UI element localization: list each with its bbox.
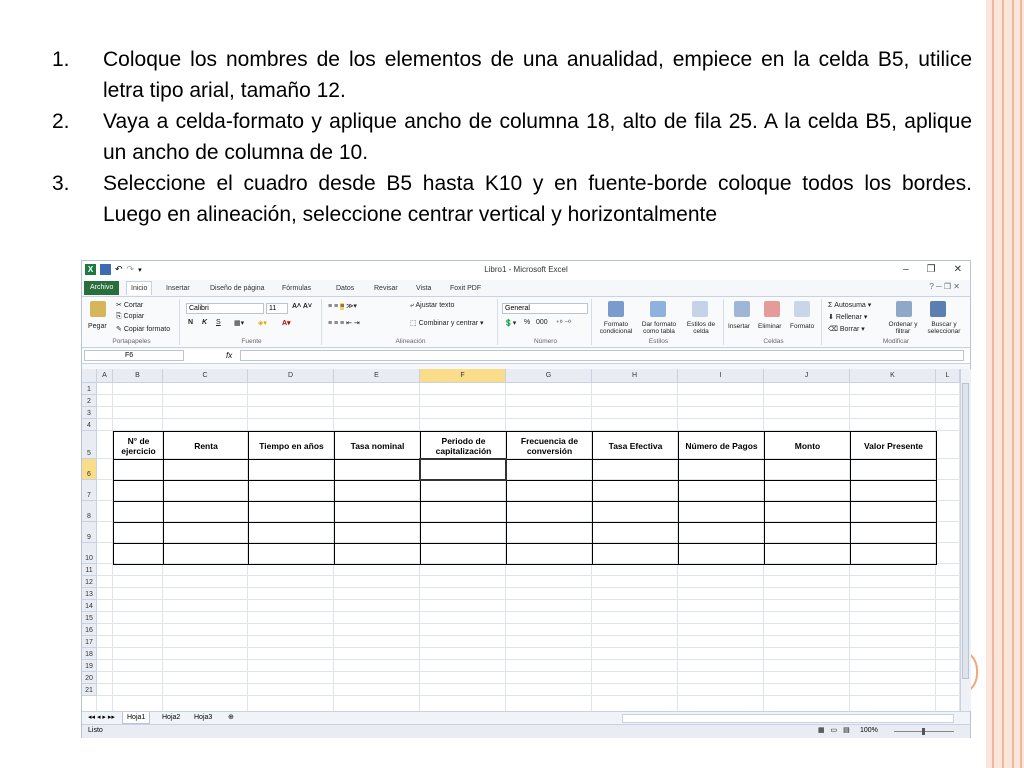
gridline — [97, 394, 960, 395]
row-number: 9 — [87, 534, 91, 541]
table-cell[interactable] — [507, 502, 593, 523]
format-button[interactable]: Formato — [790, 323, 815, 330]
tab-inicio[interactable]: Inicio — [126, 281, 152, 295]
paste-icon[interactable] — [90, 301, 106, 317]
table-cell[interactable] — [164, 544, 249, 565]
row-header[interactable] — [82, 383, 97, 395]
close-button[interactable]: ✕ — [953, 264, 962, 275]
table-cell[interactable] — [249, 502, 335, 523]
table-cell[interactable] — [593, 502, 679, 523]
tab-archivo[interactable]: Archivo — [84, 281, 119, 295]
help-icon[interactable]: ? ─ ❐ ✕ — [929, 282, 960, 291]
group-portapapeles — [84, 299, 180, 345]
column-header[interactable]: B — [113, 369, 163, 383]
column-header[interactable]: F — [420, 369, 506, 383]
table-header-cell[interactable]: Tasa nominal — [335, 432, 421, 460]
currency-icon[interactable]: 💲▾ — [504, 320, 517, 327]
row-number: 11 — [85, 567, 93, 574]
decimal-icon[interactable]: ⁺⁰ ⁻⁰ — [556, 320, 571, 327]
table-cell[interactable] — [851, 544, 937, 565]
column-header[interactable]: G — [506, 369, 592, 383]
minimize-button[interactable]: – — [903, 264, 909, 275]
column-header[interactable]: H — [592, 369, 678, 383]
row-number: 12 — [85, 579, 93, 586]
table-cell[interactable] — [765, 502, 851, 523]
gridline — [97, 406, 960, 407]
row-number: 18 — [85, 651, 93, 658]
align-left-icon[interactable]: ≡ ≡ ≡ ⇤ ⇥ — [328, 320, 360, 327]
table-cell[interactable] — [249, 481, 335, 502]
group-modificar — [824, 299, 968, 345]
table-cell[interactable] — [679, 502, 765, 523]
table-cell[interactable] — [507, 460, 593, 481]
row-number: 3 — [87, 410, 91, 417]
delete-button[interactable]: Eliminar — [758, 323, 782, 330]
gridline — [97, 647, 960, 648]
redo-icon[interactable]: ↷ — [126, 264, 135, 274]
sheet-tab-hoja3[interactable]: Hoja3 — [194, 714, 213, 721]
row-header[interactable] — [82, 501, 97, 522]
table-cell[interactable] — [249, 523, 335, 544]
table-cell[interactable] — [851, 523, 937, 544]
format-cells-icon[interactable] — [794, 301, 810, 317]
row-number: 16 — [85, 627, 93, 634]
active-cell[interactable] — [419, 458, 507, 481]
instruction-2: 2. Vaya a celda-formato y aplique ancho de columna 18, alto de fila 25. A la celda B5, aplique un ancho de columna de 10. — [52, 110, 972, 164]
row-header[interactable] — [82, 648, 97, 660]
formula-input[interactable] — [240, 350, 964, 361]
status-bar — [82, 724, 970, 738]
horizontal-scrollbar[interactable] — [622, 714, 954, 723]
zoom-slider-handle[interactable] — [922, 728, 925, 735]
row-number: 1 — [87, 386, 91, 393]
row-number: 2 — [87, 398, 91, 405]
table-cell[interactable] — [164, 523, 249, 544]
group-estilos — [594, 299, 724, 345]
table-cell[interactable] — [335, 544, 421, 565]
row-number: 19 — [85, 663, 93, 670]
instruction-1: 1. Coloque los nombres de los elementos de una anualidad, empiece en la celda B5, utilice letra tipo arial, tamaño 12. — [52, 48, 972, 102]
window-controls — [903, 264, 962, 275]
tab-insertar[interactable]: Insertar — [166, 285, 190, 292]
gridline — [97, 695, 960, 696]
table-cell[interactable] — [335, 523, 421, 544]
table-cell[interactable] — [679, 460, 765, 481]
table-cell[interactable] — [114, 523, 164, 544]
table-header-cell[interactable]: Valor Presente — [851, 432, 937, 460]
zoom-level[interactable]: 100% — [860, 727, 878, 734]
customize-toolbar-icon[interactable]: ▾ — [138, 266, 142, 274]
table-header-cell[interactable]: Periodo de capitalización — [421, 432, 507, 460]
gridline — [97, 418, 960, 419]
group-label-modificar: Modificar — [882, 338, 910, 345]
vertical-scrollbar[interactable] — [960, 369, 971, 711]
row-number: 20 — [85, 675, 93, 682]
table-header-cell[interactable]: Tasa Efectiva — [593, 432, 679, 460]
table-cell[interactable] — [851, 460, 937, 481]
table-cell[interactable] — [851, 502, 937, 523]
tab-diseno-pagina[interactable]: Diseño de página — [210, 285, 265, 292]
format-painter-button[interactable]: ✎ Copiar formato — [116, 326, 171, 333]
table-cell[interactable] — [507, 523, 593, 544]
merge-center-button[interactable]: ⬚ Combinar y centrar ▾ — [410, 320, 484, 327]
table-header-cell[interactable]: Renta — [164, 432, 249, 460]
group-numero — [500, 299, 592, 345]
row-header[interactable] — [82, 419, 97, 431]
row-header[interactable] — [82, 576, 97, 588]
gridline — [97, 575, 960, 576]
row-header[interactable] — [82, 395, 97, 407]
group-celdas — [726, 299, 822, 345]
conditional-format-icon[interactable] — [608, 301, 624, 317]
table-cell[interactable] — [593, 544, 679, 565]
column-header[interactable]: J — [764, 369, 850, 383]
table-cell[interactable] — [507, 481, 593, 502]
table-cell[interactable] — [114, 481, 164, 502]
row-header[interactable] — [82, 407, 97, 419]
gridline — [97, 635, 960, 636]
row-number: 6 — [87, 471, 91, 478]
worksheet-grid[interactable] — [82, 369, 960, 711]
instruction-3: 3. Seleccione el cuadro desde B5 hasta K10 y en fuente-borde coloque todos los bordes. Luego en alineación, seleccione centrar vertical y horizontalmente — [52, 172, 972, 226]
gridline — [97, 671, 960, 672]
row-number: 8 — [87, 513, 91, 520]
row-number: 17 — [85, 639, 93, 646]
formula-bar — [82, 349, 970, 364]
table-header-cell[interactable]: N° de ejercicio — [114, 432, 164, 460]
gridline — [97, 623, 960, 624]
table-cell[interactable] — [593, 523, 679, 544]
tab-formulas[interactable]: Fórmulas — [282, 285, 312, 292]
gridline — [97, 683, 960, 684]
sheet-tab-hoja2[interactable]: Hoja2 — [162, 714, 181, 721]
borders-icon[interactable]: ▦▾ — [234, 320, 245, 327]
excel-logo-icon: X — [85, 264, 96, 275]
tab-vista[interactable]: Vista — [416, 285, 432, 292]
italic-button[interactable]: K — [202, 319, 208, 326]
group-label-alineacion: Alineación — [395, 338, 426, 345]
row-header[interactable] — [82, 564, 97, 576]
new-sheet-icon[interactable]: ⊕ — [228, 714, 234, 721]
column-header[interactable]: C — [163, 369, 248, 383]
table-header-cell[interactable]: Monto — [765, 432, 851, 460]
table-cell[interactable] — [679, 523, 765, 544]
slide-border-stripes — [986, 0, 1024, 768]
row-number: 15 — [85, 615, 93, 622]
row-header[interactable] — [82, 624, 97, 636]
table-cell[interactable] — [114, 460, 164, 481]
font-name-box[interactable]: Calibri — [186, 303, 264, 314]
column-header[interactable]: E — [334, 369, 420, 383]
font-color-icon[interactable]: A▾ — [282, 320, 291, 327]
annuity-table — [113, 431, 937, 565]
table-cell[interactable] — [164, 502, 249, 523]
cut-button[interactable]: ✂ Cortar — [116, 302, 144, 309]
table-header-cell[interactable]: Frecuencia de conversión — [507, 432, 593, 460]
row-header[interactable] — [82, 543, 97, 564]
row-number: 13 — [85, 591, 93, 598]
tab-revisar[interactable]: Revisar — [374, 285, 398, 292]
autosum-button[interactable]: Σ Autosuma ▾ — [828, 302, 872, 309]
title-bar — [82, 261, 970, 281]
table-cell[interactable] — [679, 544, 765, 565]
group-label-fuente: Fuente — [241, 338, 262, 345]
tab-foxit-pdf[interactable]: Foxit PDF — [450, 285, 482, 292]
table-cell[interactable] — [765, 544, 851, 565]
cell-styles-icon[interactable] — [692, 301, 708, 317]
row-number: 4 — [87, 422, 91, 429]
row-header[interactable] — [82, 522, 97, 543]
fill-color-icon[interactable]: ◈▾ — [258, 320, 267, 327]
insert-button[interactable]: Insertar — [728, 323, 751, 330]
ribbon — [82, 297, 970, 348]
row-header[interactable] — [82, 600, 97, 612]
align-top-icon[interactable]: ≡ ≡ ≡ ≫▾ — [328, 303, 357, 310]
table-cell[interactable] — [249, 544, 335, 565]
bold-button[interactable]: N — [188, 319, 194, 326]
fill-button[interactable]: ⬇ Rellenar ▾ — [828, 314, 868, 321]
group-fuente — [182, 299, 322, 345]
column-header[interactable]: K — [850, 369, 936, 383]
table-cell[interactable] — [114, 544, 164, 565]
table-header-cell[interactable]: Tiempo en años — [249, 432, 335, 460]
format-table-icon[interactable] — [650, 301, 666, 317]
wrap-text-button[interactable]: ⤶ Ajustar texto — [410, 302, 455, 309]
select-all-button[interactable] — [82, 369, 97, 383]
row-header[interactable] — [82, 612, 97, 624]
delete-cells-icon[interactable] — [764, 301, 780, 317]
sort-filter-icon[interactable] — [896, 301, 912, 317]
table-cell[interactable] — [164, 460, 249, 481]
row-number: 5 — [87, 450, 91, 457]
table-cell[interactable] — [765, 460, 851, 481]
row-header[interactable] — [82, 588, 97, 600]
table-cell[interactable] — [421, 523, 507, 544]
table-cell[interactable] — [421, 481, 507, 502]
row-number: 14 — [85, 603, 93, 610]
column-header[interactable]: L — [936, 369, 960, 383]
excel-window — [81, 260, 971, 738]
sheet-tabs-bar — [82, 711, 970, 724]
ribbon-tabs — [82, 280, 970, 297]
table-cell[interactable] — [851, 481, 937, 502]
row-header[interactable] — [82, 636, 97, 648]
gridline — [97, 587, 960, 588]
group-label-numero: Número — [533, 338, 558, 345]
table-cell[interactable] — [335, 460, 421, 481]
column-header[interactable]: D — [248, 369, 334, 383]
table-cell[interactable] — [421, 502, 507, 523]
insert-cells-icon[interactable] — [734, 301, 750, 317]
row-number: 10 — [85, 555, 93, 562]
number-format-box[interactable]: General — [502, 303, 588, 314]
row-header[interactable] — [82, 684, 97, 696]
gridline — [97, 659, 960, 660]
table-cell[interactable] — [335, 502, 421, 523]
conditional-format-button[interactable]: Formato condicional — [599, 321, 633, 335]
row-number: 21 — [85, 687, 93, 694]
underline-button[interactable]: S — [216, 319, 221, 326]
sheet-nav-icon[interactable]: ◂◂ ◂ ▸ ▸▸ — [88, 714, 115, 721]
insert-function-icon[interactable]: fx — [226, 351, 233, 360]
view-buttons[interactable]: ▦ ▭ ▤ — [818, 727, 852, 734]
table-cell[interactable] — [679, 481, 765, 502]
vertical-scroll-thumb[interactable] — [962, 383, 969, 679]
name-box[interactable]: F6 — [84, 350, 184, 361]
undo-icon[interactable]: ↶ — [115, 264, 123, 274]
row-header[interactable] — [82, 431, 97, 459]
percent-button[interactable]: % — [524, 319, 531, 326]
sheet-tab-hoja1[interactable]: Hoja1 — [122, 712, 150, 724]
row-number: 7 — [87, 492, 91, 499]
row-header[interactable] — [82, 672, 97, 684]
group-label-celdas: Celdas — [763, 338, 784, 345]
grow-font-icon[interactable]: A˄ A˅ — [292, 303, 312, 310]
instructions-list — [52, 44, 972, 230]
clear-button[interactable]: ⌫ Borrar ▾ — [828, 326, 865, 333]
group-label-portapapeles: Portapapeles — [112, 338, 151, 345]
restore-button[interactable]: ❐ — [926, 264, 936, 275]
sort-filter-button[interactable]: Ordenar y filtrar — [888, 321, 918, 335]
window-title: Libro1 - Microsoft Excel — [484, 265, 568, 274]
table-cell[interactable] — [765, 523, 851, 544]
table-cell[interactable] — [249, 460, 335, 481]
row-header[interactable] — [82, 480, 97, 501]
font-size-box[interactable]: 11 — [266, 303, 288, 314]
copy-button[interactable]: ⎘ Copiar — [116, 313, 145, 320]
table-cell[interactable] — [114, 502, 164, 523]
table-cell[interactable] — [421, 544, 507, 565]
table-cell[interactable] — [593, 481, 679, 502]
tab-datos[interactable]: Datos — [336, 285, 355, 292]
find-select-icon[interactable] — [930, 301, 946, 317]
row-header[interactable] — [82, 459, 97, 480]
gridline — [97, 611, 960, 612]
table-cell[interactable] — [164, 481, 249, 502]
column-header[interactable]: A — [97, 369, 113, 383]
table-cell[interactable] — [335, 481, 421, 502]
gridline — [97, 599, 960, 600]
table-cell[interactable] — [593, 460, 679, 481]
find-select-button[interactable]: Buscar y seleccionar — [927, 321, 961, 335]
thousands-button[interactable]: 000 — [536, 319, 548, 326]
table-header-cell[interactable]: Número de Pagos — [679, 432, 765, 460]
status-text: Listo — [88, 727, 103, 734]
group-alineacion — [324, 299, 498, 345]
group-label-estilos: Estilos — [648, 338, 669, 345]
format-as-table-button[interactable]: Dar formato como tabla — [641, 321, 677, 335]
paste-button[interactable]: Pegar — [88, 323, 107, 330]
cell-styles-button[interactable]: Estilos de celda — [686, 321, 716, 335]
table-cell[interactable] — [765, 481, 851, 502]
row-header[interactable] — [82, 660, 97, 672]
column-header[interactable]: I — [678, 369, 764, 383]
table-cell[interactable] — [507, 544, 593, 565]
